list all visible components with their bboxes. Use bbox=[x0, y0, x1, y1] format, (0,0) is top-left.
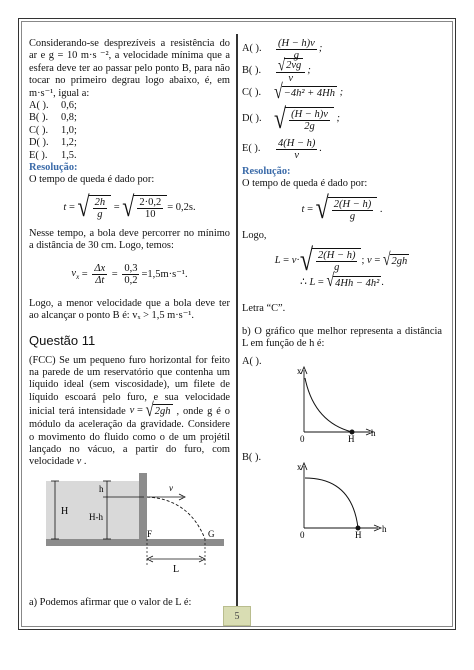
graph-b-label[interactable]: B( ). bbox=[242, 452, 262, 464]
svg-text:h: h bbox=[371, 428, 376, 439]
question-intro: Considerando-se desprezíveis a resistência do ar e g = 10 m·s ⁻², a velocidade mínima que a esfera deve ter ao passar pelo ponto B, para não tocar no primeiro degrau logo abaixo, é, em m·s⁻¹, igual a: bbox=[29, 38, 230, 99]
fall-time-text: O tempo de queda é dado por: bbox=[29, 174, 155, 186]
page-number: 5 bbox=[223, 606, 251, 626]
option-e[interactable]: E( ). 1,5. bbox=[29, 149, 77, 161]
svg-text:x: x bbox=[297, 366, 302, 377]
graph-b bbox=[242, 458, 442, 538]
svg-text:H: H bbox=[61, 505, 69, 517]
r-option-b[interactable]: B( ). √ 2vg v ; bbox=[242, 54, 311, 84]
item-a: a) Podemos afirmar que o valor de L é: bbox=[29, 596, 192, 608]
r-logo: Logo, bbox=[242, 229, 267, 241]
r-equation-t: t = √ $\frac{2(H - h)}{g}$ . bbox=[301, 192, 383, 227]
option-a[interactable]: A( ). 0,6; bbox=[29, 100, 77, 112]
r-fall-time-text: O tempo de queda é dado por: bbox=[242, 178, 368, 190]
question-11-title: Questão 11 bbox=[29, 332, 96, 348]
svg-text:H: H bbox=[355, 530, 362, 539]
options-list bbox=[29, 100, 230, 162]
svg-text:x: x bbox=[297, 462, 302, 473]
svg-text:0: 0 bbox=[300, 434, 305, 443]
option-b[interactable]: B( ). 0,8; bbox=[29, 112, 77, 124]
r-option-a[interactable]: A( ). $\frac{(H - h)v}{g}$ ; bbox=[242, 37, 323, 61]
graph-a bbox=[242, 362, 442, 442]
svg-text:F: F bbox=[147, 528, 153, 539]
item-b: b) O gráfico que melhor representa a distância L em função de h é: bbox=[242, 325, 442, 350]
svg-text:h: h bbox=[382, 524, 387, 535]
equation-t: t = √ $\frac{2h}{g}$ = √ $\frac{2\cdot 0,2}{10}$ = 0,2s. bbox=[63, 190, 196, 223]
r-option-c[interactable]: C( ). √ −4h² + 4Hh ; bbox=[242, 81, 344, 104]
svg-text:H: H bbox=[348, 434, 355, 443]
svg-text:H-h: H-h bbox=[89, 511, 103, 522]
reservoir-figure bbox=[29, 473, 230, 593]
r-equation-L: L = v · √ $\frac{2(H - h)}{g}$ ; v = √ 2gh bbox=[274, 243, 408, 278]
right-column bbox=[242, 38, 442, 538]
resolucao-heading: Resolução: bbox=[29, 162, 78, 174]
conclusion-text: Logo, a menor velocidade que a bola deve ter ao alcançar o ponto B é: vₓ > 1,5 m·s⁻¹. bbox=[29, 297, 230, 322]
r-option-e[interactable]: E( ). $\frac{4(H - h)}{v}$ . bbox=[242, 137, 323, 161]
option-d[interactable]: D( ). 1,2; bbox=[29, 137, 77, 149]
r-resolucao-heading: Resolução: bbox=[242, 166, 291, 177]
r-equation-result: ∴ L = √ 4Hh − 4h² . bbox=[300, 271, 384, 292]
equation-v: $v_x$ = $\frac{\Delta x}{\Delta t}$ = $\frac{0,3}{0,2}$ =1,5m·s⁻¹. bbox=[71, 262, 188, 286]
svg-text:v: v bbox=[169, 482, 173, 493]
letra: Letra “C”. bbox=[242, 303, 286, 315]
option-c[interactable]: C( ). 1,0; bbox=[29, 124, 77, 136]
nesse-text: Nesse tempo, a bola deve percorrer no mínimo a distância de 30 cm. Logo, temos: bbox=[29, 227, 230, 252]
svg-text:0: 0 bbox=[300, 530, 305, 539]
graph-a-label[interactable]: A( ). bbox=[242, 356, 262, 368]
question-11-text: (FCC) Se um pequeno furo horizontal for feito na parede de um reservatório que contenha um líquido ideal (sem viscosidade), um filete de líquido escoará pelo furo, e sua velocidade inicial terá intensidade v = √ 2gh , onde g é o módulo da aceleração da gravidade. Considere o movimento do fluido como o de um projétil lançado no vácuo, a partir do furo, com velocidade v . bbox=[29, 354, 230, 468]
r-option-d[interactable]: D( ). √ $\frac{(H - h)v}{2g}$ ; bbox=[242, 102, 341, 135]
left-column bbox=[29, 38, 230, 609]
svg-text:h: h bbox=[99, 483, 104, 494]
column-divider bbox=[236, 34, 238, 614]
svg-text:L: L bbox=[173, 563, 180, 575]
svg-text:G: G bbox=[208, 528, 215, 539]
